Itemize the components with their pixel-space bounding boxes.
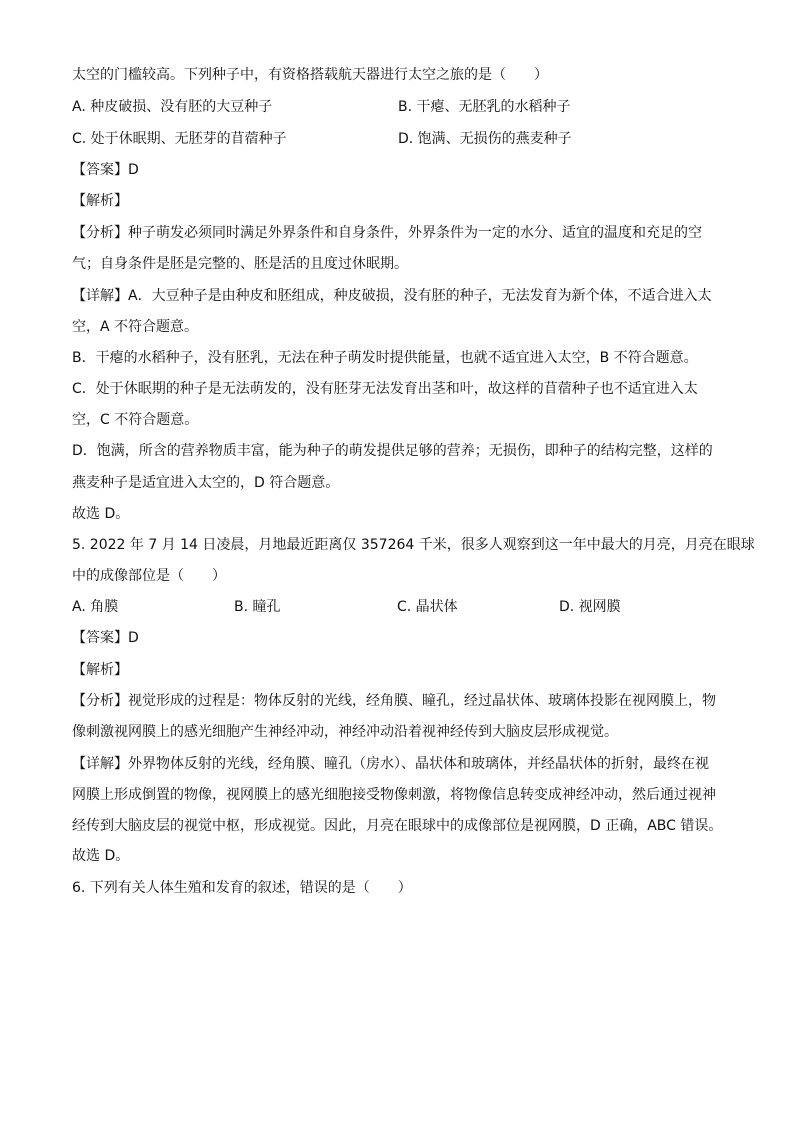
q4-fenxi-line-2: 气；自身条件是胚是完整的、胚是活的且度过休眠期。 bbox=[72, 256, 408, 272]
q4-xiangjie-line-3: B．干瘪的水稻种子，没有胚乳，无法在种子萌发时提供能量，也就不适宜进入太空，B 不符合题意。 bbox=[72, 350, 698, 366]
q4-answer: 【答案】D bbox=[72, 162, 139, 178]
q4-xiangjie-line-2: 空，A 不符合题意。 bbox=[72, 319, 199, 335]
q5-analysis-label: 【解析】 bbox=[72, 662, 128, 678]
q4-option-c: C. 处于休眠期、无胚芽的苜蓿种子 bbox=[72, 131, 287, 147]
q4-option-b: B. 干瘪、无胚乳的水稻种子 bbox=[398, 99, 571, 115]
q4-fenxi-line-1: 【分析】种子萌发必须同时满足外界条件和自身条件，外界条件为一定的水分、适宜的温度和充足的空 bbox=[72, 225, 702, 241]
q5-option-d: D. 视网膜 bbox=[559, 599, 621, 615]
q4-conclusion: 故选 D。 bbox=[72, 506, 130, 522]
q5-fenxi-line-2: 像刺激视网膜上的感光细胞产生神经冲动，神经冲动沿着视神经传到大脑皮层形成视觉。 bbox=[72, 724, 618, 740]
q6-stem: 6. 下列有关人体生殖和发育的叙述，错误的是（ ） bbox=[72, 880, 412, 896]
q4-stem: 太空的门槛较高。下列种子中，有资格搭载航天器进行太空之旅的是（ ） bbox=[72, 67, 548, 83]
q5-xiangjie-line-3: 经传到大脑皮层的视觉中枢，形成视觉。因此，月亮在眼球中的成像部位是视网膜，D 正确，ABC 错误。 bbox=[72, 818, 723, 834]
q5-xiangjie-line-1: 【详解】外界物体反射的光线，经角膜、瞳孔（房水）、晶状体和玻璃体，并经晶状体的折射，最终在视 bbox=[72, 756, 709, 772]
q5-fenxi-line-1: 【分析】视觉形成的过程是：物体反射的光线，经角膜、瞳孔，经过晶状体、玻璃体投影在视网膜上，物 bbox=[72, 693, 716, 709]
q5-option-c: C. 晶状体 bbox=[397, 599, 458, 615]
q4-xiangjie-line-6: D．饱满，所含的营养物质丰富，能为种子的萌发提供足够的营养；无损伤，即种子的结构完整，这样的 bbox=[72, 443, 713, 459]
q5-xiangjie-line-2: 网膜上形成倒置的物像，视网膜上的感光细胞接受物像刺激，将物像信息转变成神经冲动，然后通过视神 bbox=[72, 787, 716, 803]
q5-option-a: A. 角膜 bbox=[72, 599, 119, 615]
q5-stem-line-2: 中的成像部位是（ ） bbox=[72, 568, 226, 584]
q4-option-d: D. 饱满、无损伤的燕麦种子 bbox=[398, 131, 572, 147]
q4-option-a: A. 种皮破损、没有胚的大豆种子 bbox=[72, 99, 273, 115]
q4-xiangjie-line-7: 燕麦种子是适宜进入太空的，D 符合题意。 bbox=[72, 475, 340, 491]
q5-option-b: B. 瞳孔 bbox=[234, 599, 281, 615]
q4-xiangjie-line-4: C．处于休眠期的种子是无法萌发的，没有胚芽无法发育出茎和叶，故这样的苜蓿种子也不适宜进入太 bbox=[72, 381, 698, 397]
q4-xiangjie-line-1: 【详解】A．大豆种子是由种皮和胚组成，种皮破损，没有胚的种子，无法发育为新个体，不适合进入太 bbox=[72, 288, 712, 304]
q5-stem-line-1: 5. 2022 年 7 月 14 日凌晨，月地最近距离仅 357264 千米，很多人观察到这一年中最大的月亮，月亮在眼球 bbox=[72, 537, 755, 553]
q5-conclusion: 故选 D。 bbox=[72, 848, 130, 864]
q4-xiangjie-line-5: 空，C 不符合题意。 bbox=[72, 412, 199, 428]
q5-answer: 【答案】D bbox=[72, 630, 139, 646]
q4-analysis-label: 【解析】 bbox=[72, 193, 128, 209]
